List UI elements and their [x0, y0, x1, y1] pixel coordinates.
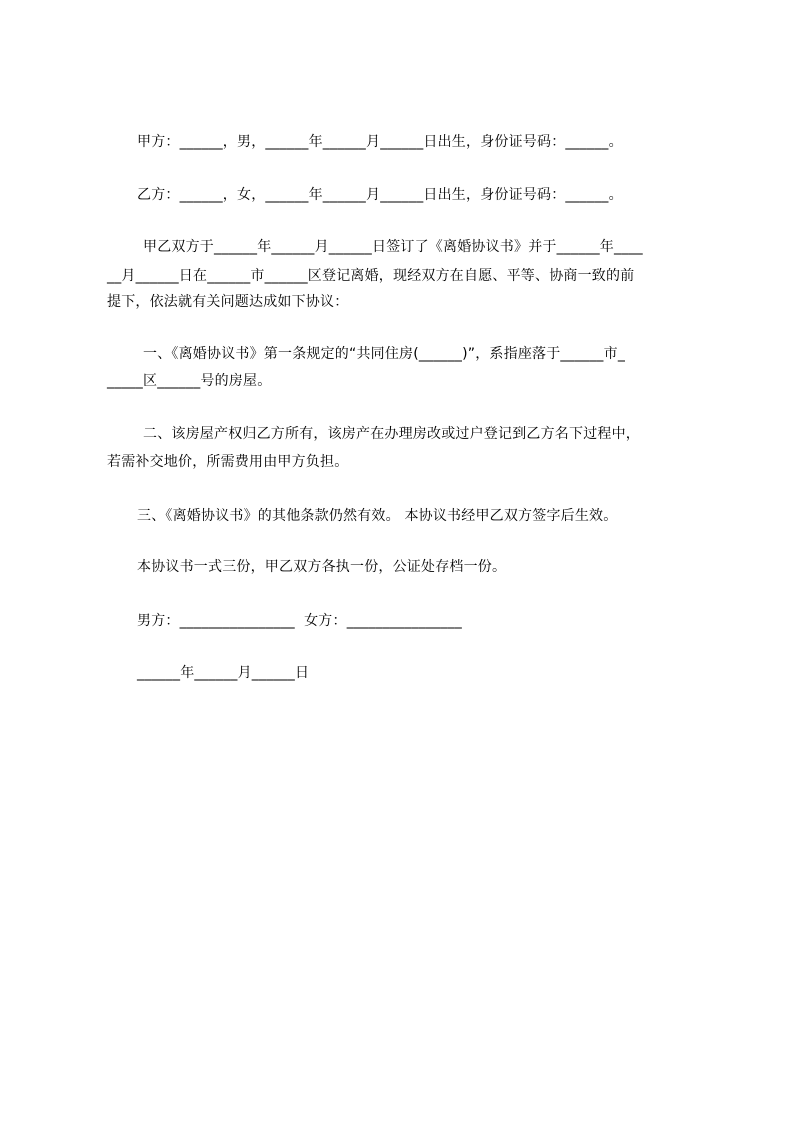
party-a-line: 甲方：______，男，______年______月______日出生，身份证号码：______。 — [137, 134, 623, 150]
clause-2-line-1: 二、该房屋产权归乙方所有，该房产在办理房改或过户登记到乙方名下过程中， — [143, 426, 640, 442]
party-b-line: 乙方：______，女，______年______月______日出生，身份证号码：______。 — [137, 187, 623, 203]
clause-1-line-1: 一、《离婚协议书》第一条规定的“共同住房(______)”，系指座落于______市_ — [143, 346, 626, 362]
intro-line-3: 提下，依法就有关问题达成如下协议： — [107, 294, 349, 310]
signature-line: 男方：________________ 女方：________________ — [137, 613, 462, 629]
intro-line-2: __月______日在______市______区登记离婚，现经双方在自愿、平等、协商一致的前 — [107, 268, 635, 284]
intro-line-1: 甲乙双方于______年______月______日签订了《离婚协议书》并于______年____ — [143, 239, 643, 255]
clause-1-line-2: _____区______号的房屋。 — [107, 373, 272, 389]
date-line: ______年______月______日 — [137, 665, 310, 681]
clause-3-line: 三、《离婚协议书》的其他条款仍然有效。 本协议书经甲乙双方签字后生效。 — [137, 508, 618, 524]
clause-2-line-2: 若需补交地价，所需费用由甲方负担。 — [107, 454, 349, 470]
copies-line: 本协议书一式三份，甲乙双方各执一份，公证处存档一份。 — [137, 559, 507, 575]
